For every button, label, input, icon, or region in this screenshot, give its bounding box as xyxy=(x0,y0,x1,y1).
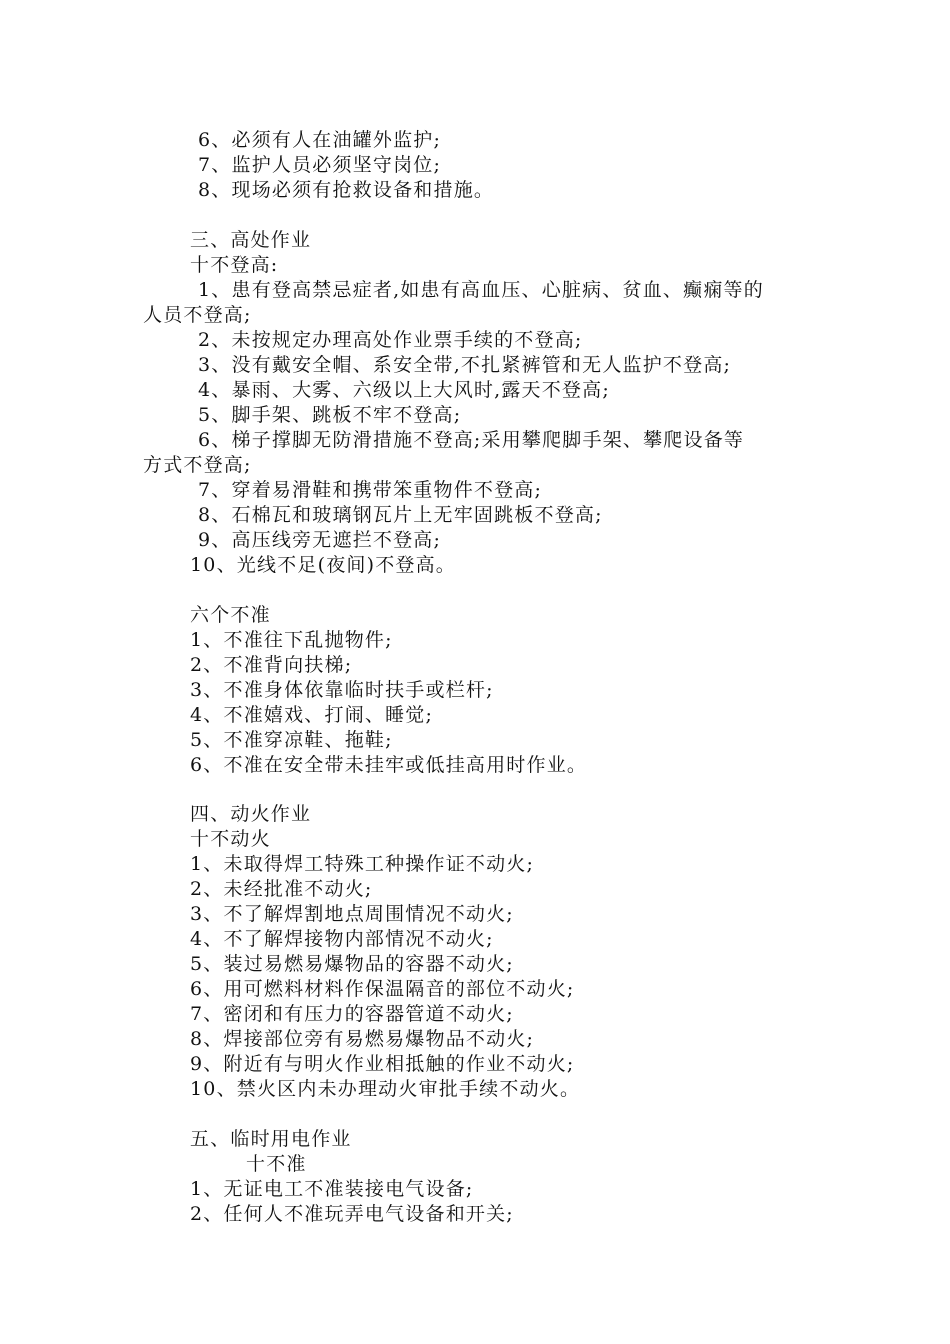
list-item: 6、梯子撑脚无防滑措施不登高;采用攀爬脚手架、攀爬设备等 xyxy=(198,429,745,451)
list-item: 2、未经批准不动火; xyxy=(190,878,373,900)
list-item: 4、暴雨、大雾、六级以上大风时,露天不登高; xyxy=(198,379,610,401)
list-item: 7、密闭和有压力的容器管道不动火; xyxy=(190,1003,514,1025)
list-item: 9、附近有与明火作业相抵触的作业不动火; xyxy=(190,1053,575,1075)
list-item: 2、不准背向扶梯; xyxy=(190,654,353,676)
list-item: 7、监护人员必须坚守岗位; xyxy=(198,154,442,176)
section-subheading: 十不动火 xyxy=(190,828,271,850)
list-item: 5、不准穿凉鞋、拖鞋; xyxy=(190,729,393,751)
list-item: 3、不准身体依靠临时扶手或栏杆; xyxy=(190,679,494,701)
list-item: 5、脚手架、跳板不牢不登高; xyxy=(198,404,462,426)
list-item: 4、不了解焊接物内部情况不动火; xyxy=(190,928,494,950)
list-item-continuation: 人员不登高; xyxy=(143,304,252,326)
list-item: 5、装过易燃易爆物品的容器不动火; xyxy=(190,953,514,975)
section-subheading: 十不登高: xyxy=(190,254,279,276)
list-item: 8、石棉瓦和玻璃钢瓦片上无牢固跳板不登高; xyxy=(198,504,603,526)
section-heading: 四、动火作业 xyxy=(190,803,312,825)
list-item: 6、不准在安全带未挂牢或低挂高用时作业。 xyxy=(190,754,588,776)
list-item: 6、必须有人在油罐外监护; xyxy=(198,129,442,151)
list-item: 1、未取得焊工特殊工种操作证不动火; xyxy=(190,853,535,875)
list-item: 8、焊接部位旁有易燃易爆物品不动火; xyxy=(190,1028,535,1050)
list-item: 1、不准往下乱抛物件; xyxy=(190,629,393,651)
section-heading: 五、临时用电作业 xyxy=(190,1128,352,1150)
list-item: 3、没有戴安全帽、系安全带,不扎紧裤管和无人监护不登高; xyxy=(198,354,732,376)
list-item: 10、禁火区内未办理动火审批手续不动火。 xyxy=(190,1078,581,1100)
list-item-continuation: 方式不登高; xyxy=(143,454,252,476)
list-item: 1、患有登高禁忌症者,如患有高血压、心脏病、贫血、癫痫等的 xyxy=(198,279,764,301)
list-item: 7、穿着易滑鞋和携带笨重物件不登高; xyxy=(198,479,543,501)
list-item: 1、无证电工不准装接电气设备; xyxy=(190,1178,474,1200)
list-item: 2、任何人不准玩弄电气设备和开关; xyxy=(190,1203,514,1225)
section-subheading: 十不准 xyxy=(246,1153,307,1175)
list-item: 9、高压线旁无遮拦不登高; xyxy=(198,529,442,551)
list-item: 8、现场必须有抢救设备和措施。 xyxy=(198,179,495,201)
list-item: 4、不准嬉戏、打闹、睡觉; xyxy=(190,704,434,726)
list-item: 6、用可燃料材料作保温隔音的部位不动火; xyxy=(190,978,575,1000)
list-item: 3、不了解焊割地点周围情况不动火; xyxy=(190,903,514,925)
list-item: 10、光线不足(夜间)不登高。 xyxy=(190,554,457,576)
list-item: 2、未按规定办理高处作业票手续的不登高; xyxy=(198,329,583,351)
section-heading: 六个不准 xyxy=(190,604,271,626)
section-heading: 三、高处作业 xyxy=(190,229,312,251)
